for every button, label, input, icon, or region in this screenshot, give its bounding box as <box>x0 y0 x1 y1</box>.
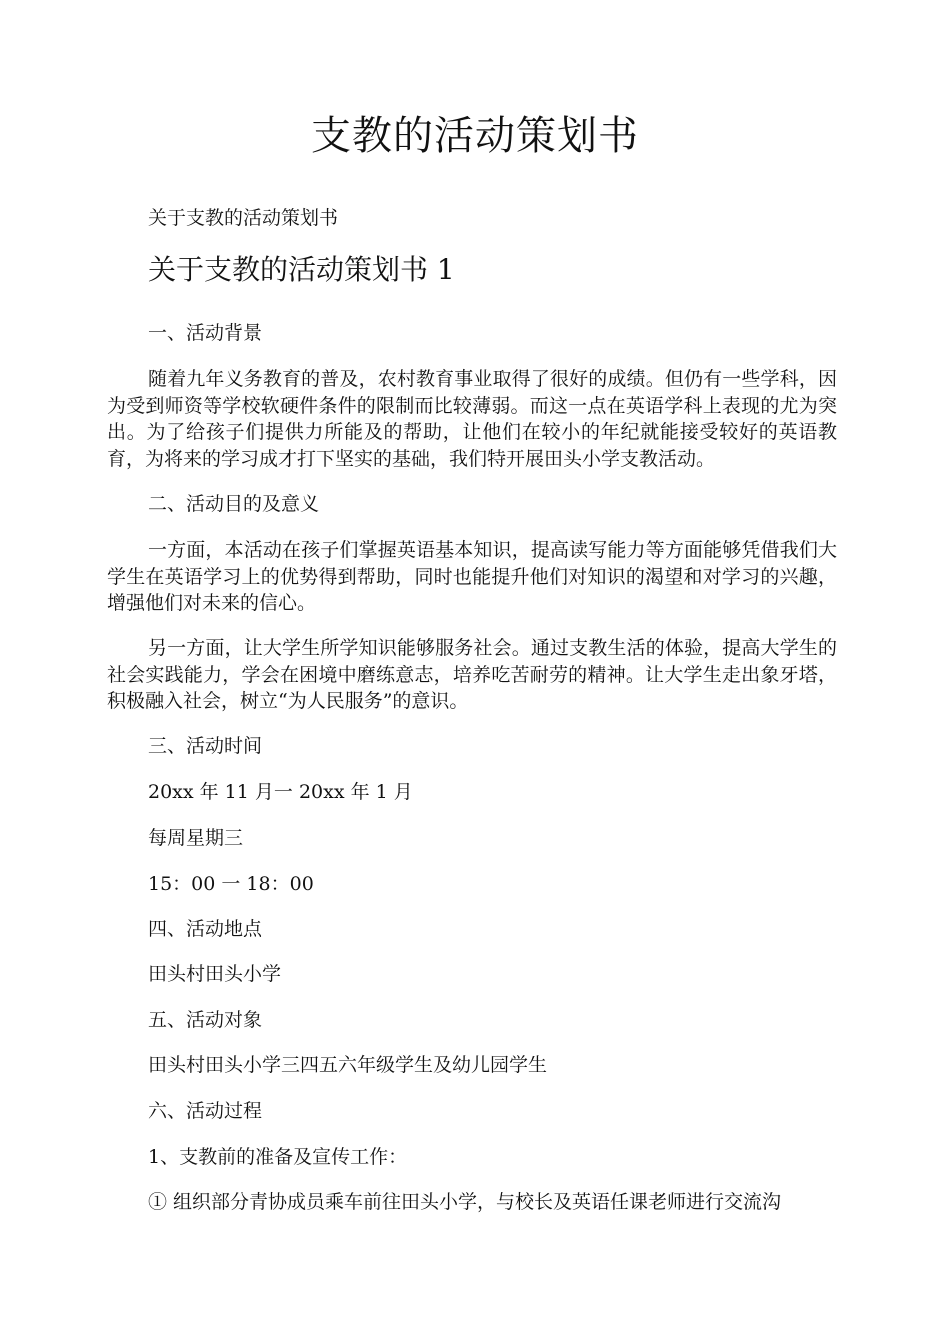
document-title: 支教的活动策划书 <box>311 113 639 159</box>
document-intro: 关于支教的活动策划书 <box>148 207 339 229</box>
process-item-1: ① 组织部分青协成员乘车前往田头小学，与校长及英语任课老师进行交流沟 <box>148 1191 782 1213</box>
paragraph-purpose-2: 另一方面，让大学生所学知识能够服务社会。通过支教生活的体验，提高大学生的社会实践能力，学会在困境中磨练意志，培养吃苦耐劳的精神。让大学生走出象牙塔，积极融入社会，树立“为人民服务”的意识。 <box>107 637 837 713</box>
process-step-1: 1、支教前的准备及宣传工作： <box>148 1146 408 1168</box>
document-subtitle: 关于支教的活动策划书 1 <box>148 253 455 286</box>
time-weekday: 每周星期三 <box>148 827 244 849</box>
section-heading-process: 六、活动过程 <box>148 1100 263 1122</box>
section-heading-time: 三、活动时间 <box>148 735 263 757</box>
time-range: 20xx 年 11 月一 20xx 年 1 月 <box>148 781 413 803</box>
section-heading-target: 五、活动对象 <box>148 1009 263 1031</box>
section-heading-background: 一、活动背景 <box>148 322 263 344</box>
place-text: 田头村田头小学 <box>148 963 282 985</box>
section-heading-place: 四、活动地点 <box>148 918 263 940</box>
target-text: 田头村田头小学三四五六年级学生及幼儿园学生 <box>148 1054 548 1076</box>
time-hours: 15：00 一 18：00 <box>148 873 314 895</box>
section-heading-purpose: 二、活动目的及意义 <box>148 493 320 515</box>
paragraph-background: 随着九年义务教育的普及，农村教育事业取得了很好的成绩。但仍有一些学科，因为受到师资等学校软硬件条件的限制而比较薄弱。而这一点在英语学科上表现的尤为突出。为了给孩子们提供力所能及的帮助，让他们在较小的年纪就能接受较好的英语教育，为将来的学习成才打下坚实的基础，我们特开展田头小学支教活动。 <box>107 368 837 470</box>
paragraph-purpose-1: 一方面，本活动在孩子们掌握英语基本知识，提高读写能力等方面能够凭借我们大学生在英语学习上的优势得到帮助，同时也能提升他们对知识的渴望和对学习的兴趣，增强他们对未来的信心。 <box>107 539 837 615</box>
